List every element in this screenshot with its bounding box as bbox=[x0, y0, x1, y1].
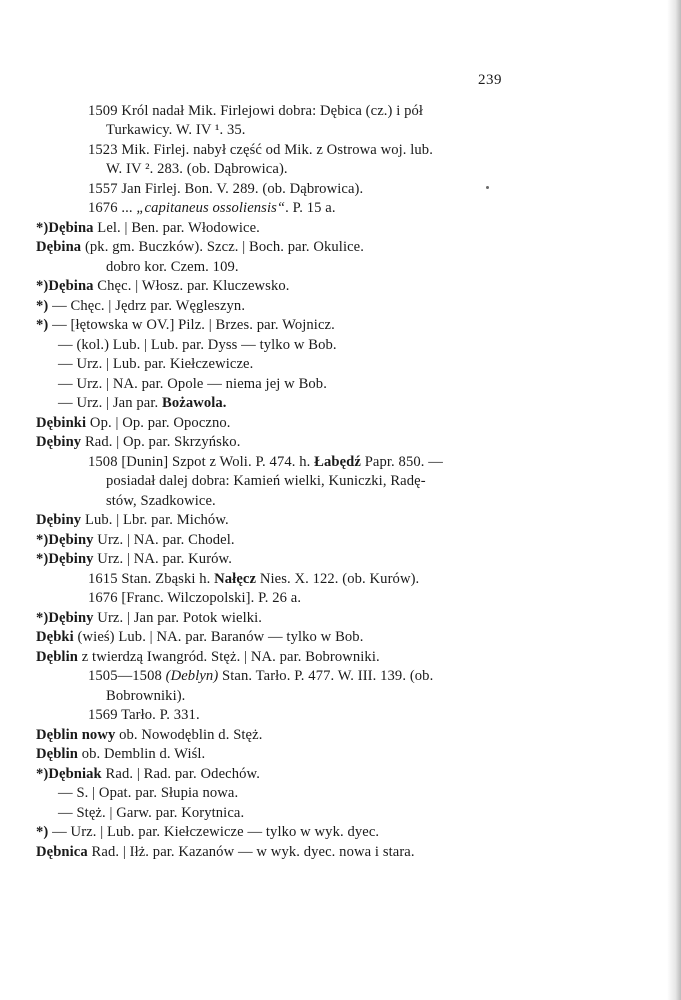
text-line bbox=[106, 687, 185, 705]
line-text: Papr. 850. — bbox=[360, 454, 443, 470]
text-line bbox=[36, 316, 335, 334]
line-text: ob. Nowodęblin d. Stęż. bbox=[115, 727, 263, 743]
text-line bbox=[58, 355, 253, 373]
line-text: . P. 15 a. bbox=[285, 200, 336, 216]
italic-text: (Deblyn) bbox=[165, 668, 219, 684]
line-text: stów, Szadkowice. bbox=[106, 493, 216, 509]
line-text: — Urz. | Lub. par. Kiełczewicze. bbox=[58, 356, 254, 372]
text-line bbox=[88, 180, 363, 198]
entry-heading: Łabędź bbox=[314, 454, 361, 470]
line-text: z twierdzą Iwangród. Stęż. | NA. par. Bobrowniki. bbox=[77, 649, 380, 665]
line-text: — Chęc. | Jędrz par. Węgleszyn. bbox=[48, 298, 246, 314]
text-line bbox=[36, 609, 262, 627]
text-line bbox=[36, 745, 205, 763]
page-number: 239 bbox=[478, 72, 502, 88]
text-line bbox=[106, 492, 216, 510]
text-line bbox=[106, 472, 426, 490]
scan-edge-shadow bbox=[667, 0, 681, 1000]
line-text: Urz. | Jan par. Potok wielki. bbox=[93, 610, 263, 626]
line-text: 1676 ... bbox=[88, 200, 137, 216]
text-line bbox=[36, 726, 262, 744]
text-line bbox=[88, 102, 423, 120]
text-line bbox=[88, 141, 433, 159]
text-line bbox=[88, 453, 443, 471]
line-text: (pk. gm. Buczków). Szcz. | Boch. par. Okulice. bbox=[81, 239, 365, 255]
text-line bbox=[88, 570, 419, 588]
text-line bbox=[58, 336, 337, 354]
line-text: Bobrowniki). bbox=[106, 688, 186, 704]
line-text: Nies. X. 122. (ob. Kurów). bbox=[256, 571, 420, 587]
line-text: 1676 [Franc. Wilczopolski]. P. 26 a. bbox=[88, 590, 302, 606]
line-text: Op. | Op. par. Opoczno. bbox=[86, 415, 231, 431]
text-line bbox=[36, 219, 260, 237]
line-text: Stan. Tarło. P. 477. W. III. 139. (ob. bbox=[218, 668, 434, 684]
line-text: Lel. | Ben. par. Włodowice. bbox=[93, 220, 260, 236]
text-line bbox=[36, 511, 229, 529]
text-line bbox=[36, 414, 231, 432]
text-line bbox=[106, 160, 288, 178]
line-text: 1569 Tarło. P. 331. bbox=[88, 707, 200, 723]
line-text: Lub. | Lbr. par. Michów. bbox=[81, 512, 229, 528]
line-text: dobro kor. Czem. 109. bbox=[106, 259, 239, 275]
line-text: Urz. | NA. par. Chodel. bbox=[93, 532, 235, 548]
line-text: — [łętowska w OV.] Pilz. | Brzes. par. Wojnicz. bbox=[48, 317, 335, 333]
line-text: 1508 [Dunin] Szpot z Woli. P. 474. h. bbox=[88, 454, 315, 470]
line-text: — (kol.) Lub. | Lub. par. Dyss — tylko w Bob. bbox=[58, 337, 337, 353]
text-line bbox=[36, 765, 260, 783]
text-line bbox=[88, 589, 301, 607]
entry-heading: *)Dębiny bbox=[36, 610, 94, 626]
entry-heading: Dębnica bbox=[36, 844, 88, 860]
italic-text: „capitaneus ossoliensis“ bbox=[136, 200, 286, 216]
line-text: ob. Demblin d. Wiśl. bbox=[77, 746, 206, 762]
line-text: — S. | Opat. par. Słupia nowa. bbox=[58, 785, 239, 801]
line-text: — Stęż. | Garw. par. Korytnica. bbox=[58, 805, 245, 821]
text-line bbox=[36, 433, 240, 451]
entry-heading: *)Dębina bbox=[36, 220, 94, 236]
line-text: Chęc. | Włosz. par. Kluczewsko. bbox=[93, 278, 290, 294]
text-line bbox=[36, 297, 245, 315]
entry-heading: *) bbox=[36, 298, 49, 314]
entry-heading: *) bbox=[36, 317, 49, 333]
entry-heading: Dęblin bbox=[36, 649, 78, 665]
entry-heading: *)Dębniak bbox=[36, 766, 102, 782]
entry-heading: Dębina bbox=[36, 239, 82, 255]
line-text: 1557 Jan Firlej. Bon. V. 289. (ob. Dąbrowica). bbox=[88, 181, 364, 197]
text-line bbox=[88, 199, 336, 217]
entry-heading: Dębki bbox=[36, 629, 74, 645]
line-text: posiadał dalej dobra: Kamień wielki, Kuniczki, Radę- bbox=[106, 473, 426, 489]
entry-heading: Bożawola. bbox=[162, 395, 227, 411]
line-text: Rad. | Op. par. Skrzyńsko. bbox=[81, 434, 241, 450]
text-line bbox=[58, 375, 327, 393]
line-text: 1615 Stan. Zbąski h. bbox=[88, 571, 215, 587]
entry-heading: *) bbox=[36, 824, 49, 840]
entry-heading: Dęblin nowy bbox=[36, 727, 116, 743]
text-line bbox=[36, 531, 235, 549]
line-text: 1523 Mik. Firlej. nabył część od Mik. z Ostrowa woj. lub. bbox=[88, 142, 433, 158]
entry-heading: Nałęcz bbox=[214, 571, 257, 587]
entry-heading: Dębinki bbox=[36, 415, 87, 431]
line-text: — Urz. | Lub. par. Kiełczewicze — tylko w wyk. dyec. bbox=[48, 824, 380, 840]
text-line bbox=[88, 667, 433, 685]
line-text: Rad. | Rad. par. Odechów. bbox=[101, 766, 260, 782]
line-text: — Urz. | NA. par. Opole — niema jej w Bob. bbox=[58, 376, 327, 392]
line-text: 1505—1508 bbox=[88, 668, 166, 684]
text-line bbox=[106, 121, 246, 139]
entry-heading: *)Dębiny bbox=[36, 551, 94, 567]
entry-heading: Dębiny bbox=[36, 512, 82, 528]
text-line bbox=[36, 628, 363, 646]
text-line bbox=[36, 823, 379, 841]
text-line bbox=[106, 258, 239, 276]
text-line bbox=[36, 843, 415, 861]
line-text: Turkawicy. W. IV ¹. 35. bbox=[106, 122, 246, 138]
line-text: 1509 Król nadał Mik. Firlejowi dobra: Dębica (cz.) i pół bbox=[88, 103, 424, 119]
text-line bbox=[36, 550, 232, 568]
entry-heading: Dęblin bbox=[36, 746, 78, 762]
line-text: W. IV ². 283. (ob. Dąbrowica). bbox=[106, 161, 288, 177]
line-text: (wieś) Lub. | NA. par. Baranów — tylko w Bob. bbox=[73, 629, 364, 645]
entry-heading: Dębiny bbox=[36, 434, 82, 450]
text-line bbox=[58, 804, 244, 822]
text-line bbox=[36, 238, 364, 256]
text-line bbox=[58, 784, 238, 802]
entry-heading: *)Dębina bbox=[36, 278, 94, 294]
line-text: Urz. | NA. par. Kurów. bbox=[93, 551, 232, 567]
entry-heading: *)Dębiny bbox=[36, 532, 94, 548]
text-line bbox=[36, 277, 290, 295]
line-text: Rad. | Iłż. par. Kazanów — w wyk. dyec. nowa i stara. bbox=[87, 844, 415, 860]
line-text: — Urz. | Jan par. bbox=[58, 395, 163, 411]
text-line bbox=[58, 394, 227, 412]
text-line bbox=[36, 648, 380, 666]
text-line bbox=[88, 706, 200, 724]
scan-speck bbox=[486, 186, 489, 189]
